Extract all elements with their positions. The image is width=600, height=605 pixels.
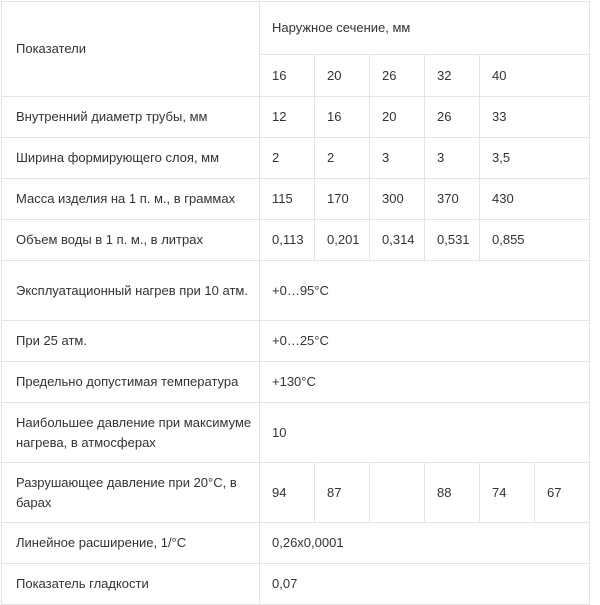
row-label: Разрушающее давление при 20°С, в барах — [2, 463, 260, 523]
size-cell: 16 — [260, 55, 315, 97]
value-cell: +130°С — [260, 362, 590, 403]
value-cell: 12 — [260, 97, 315, 138]
indicators-header: Показатели — [2, 2, 260, 97]
table-row — [2, 97, 590, 138]
row-label: Показатель гладкости — [2, 564, 260, 605]
value-cell: 430 — [480, 179, 590, 220]
table-row — [2, 321, 590, 362]
value-cell: +0…25°С — [260, 321, 590, 362]
header-row — [2, 2, 590, 55]
value-cell: 88 — [425, 463, 480, 523]
table-row — [2, 403, 590, 463]
row-label: Внутренний диаметр трубы, мм — [2, 97, 260, 138]
value-cell: 3 — [425, 138, 480, 179]
value-cell — [370, 463, 425, 523]
value-cell: 370 — [425, 179, 480, 220]
table-row — [2, 564, 590, 605]
row-label: Линейное расширение, 1/°С — [2, 523, 260, 564]
value-cell: 16 — [315, 97, 370, 138]
table-row — [2, 463, 590, 523]
value-cell: +0…95°С — [260, 261, 590, 321]
value-cell: 0,113 — [260, 220, 315, 261]
row-label: Наибольшее давление при максимуме нагрева, в атмосферах — [2, 403, 260, 463]
value-cell: 0,201 — [315, 220, 370, 261]
value-cell: 26 — [425, 97, 480, 138]
value-cell: 0,531 — [425, 220, 480, 261]
row-label: При 25 атм. — [2, 321, 260, 362]
pipe-spec-table — [1, 1, 590, 605]
value-cell: 2 — [260, 138, 315, 179]
value-cell: 170 — [315, 179, 370, 220]
row-label: Объем воды в 1 п. м., в литрах — [2, 220, 260, 261]
row-label: Ширина формирующего слоя, мм — [2, 138, 260, 179]
table-row — [2, 179, 590, 220]
value-cell: 0,314 — [370, 220, 425, 261]
table-row — [2, 220, 590, 261]
value-cell: 74 — [480, 463, 535, 523]
value-cell: 2 — [315, 138, 370, 179]
value-cell: 0,07 — [260, 564, 590, 605]
table-row — [2, 362, 590, 403]
size-cell: 26 — [370, 55, 425, 97]
section-caption: Наружное сечение, мм — [260, 2, 590, 55]
size-cell: 32 — [425, 55, 480, 97]
size-cell: 40 — [480, 55, 590, 97]
value-cell: 87 — [315, 463, 370, 523]
table-row — [2, 523, 590, 564]
value-cell: 3,5 — [480, 138, 590, 179]
value-cell: 94 — [260, 463, 315, 523]
table-row — [2, 138, 590, 179]
row-label: Предельно допустимая температура — [2, 362, 260, 403]
table-row — [2, 261, 590, 321]
row-label: Масса изделия на 1 п. м., в граммах — [2, 179, 260, 220]
value-cell: 33 — [480, 97, 590, 138]
value-cell: 300 — [370, 179, 425, 220]
value-cell: 0,26х0,0001 — [260, 523, 590, 564]
value-cell: 67 — [535, 463, 590, 523]
row-label: Эксплуатационный нагрев при 10 атм. — [2, 261, 260, 321]
value-cell: 20 — [370, 97, 425, 138]
size-cell: 20 — [315, 55, 370, 97]
value-cell: 10 — [260, 403, 590, 463]
value-cell: 115 — [260, 179, 315, 220]
value-cell: 0,855 — [480, 220, 590, 261]
value-cell: 3 — [370, 138, 425, 179]
